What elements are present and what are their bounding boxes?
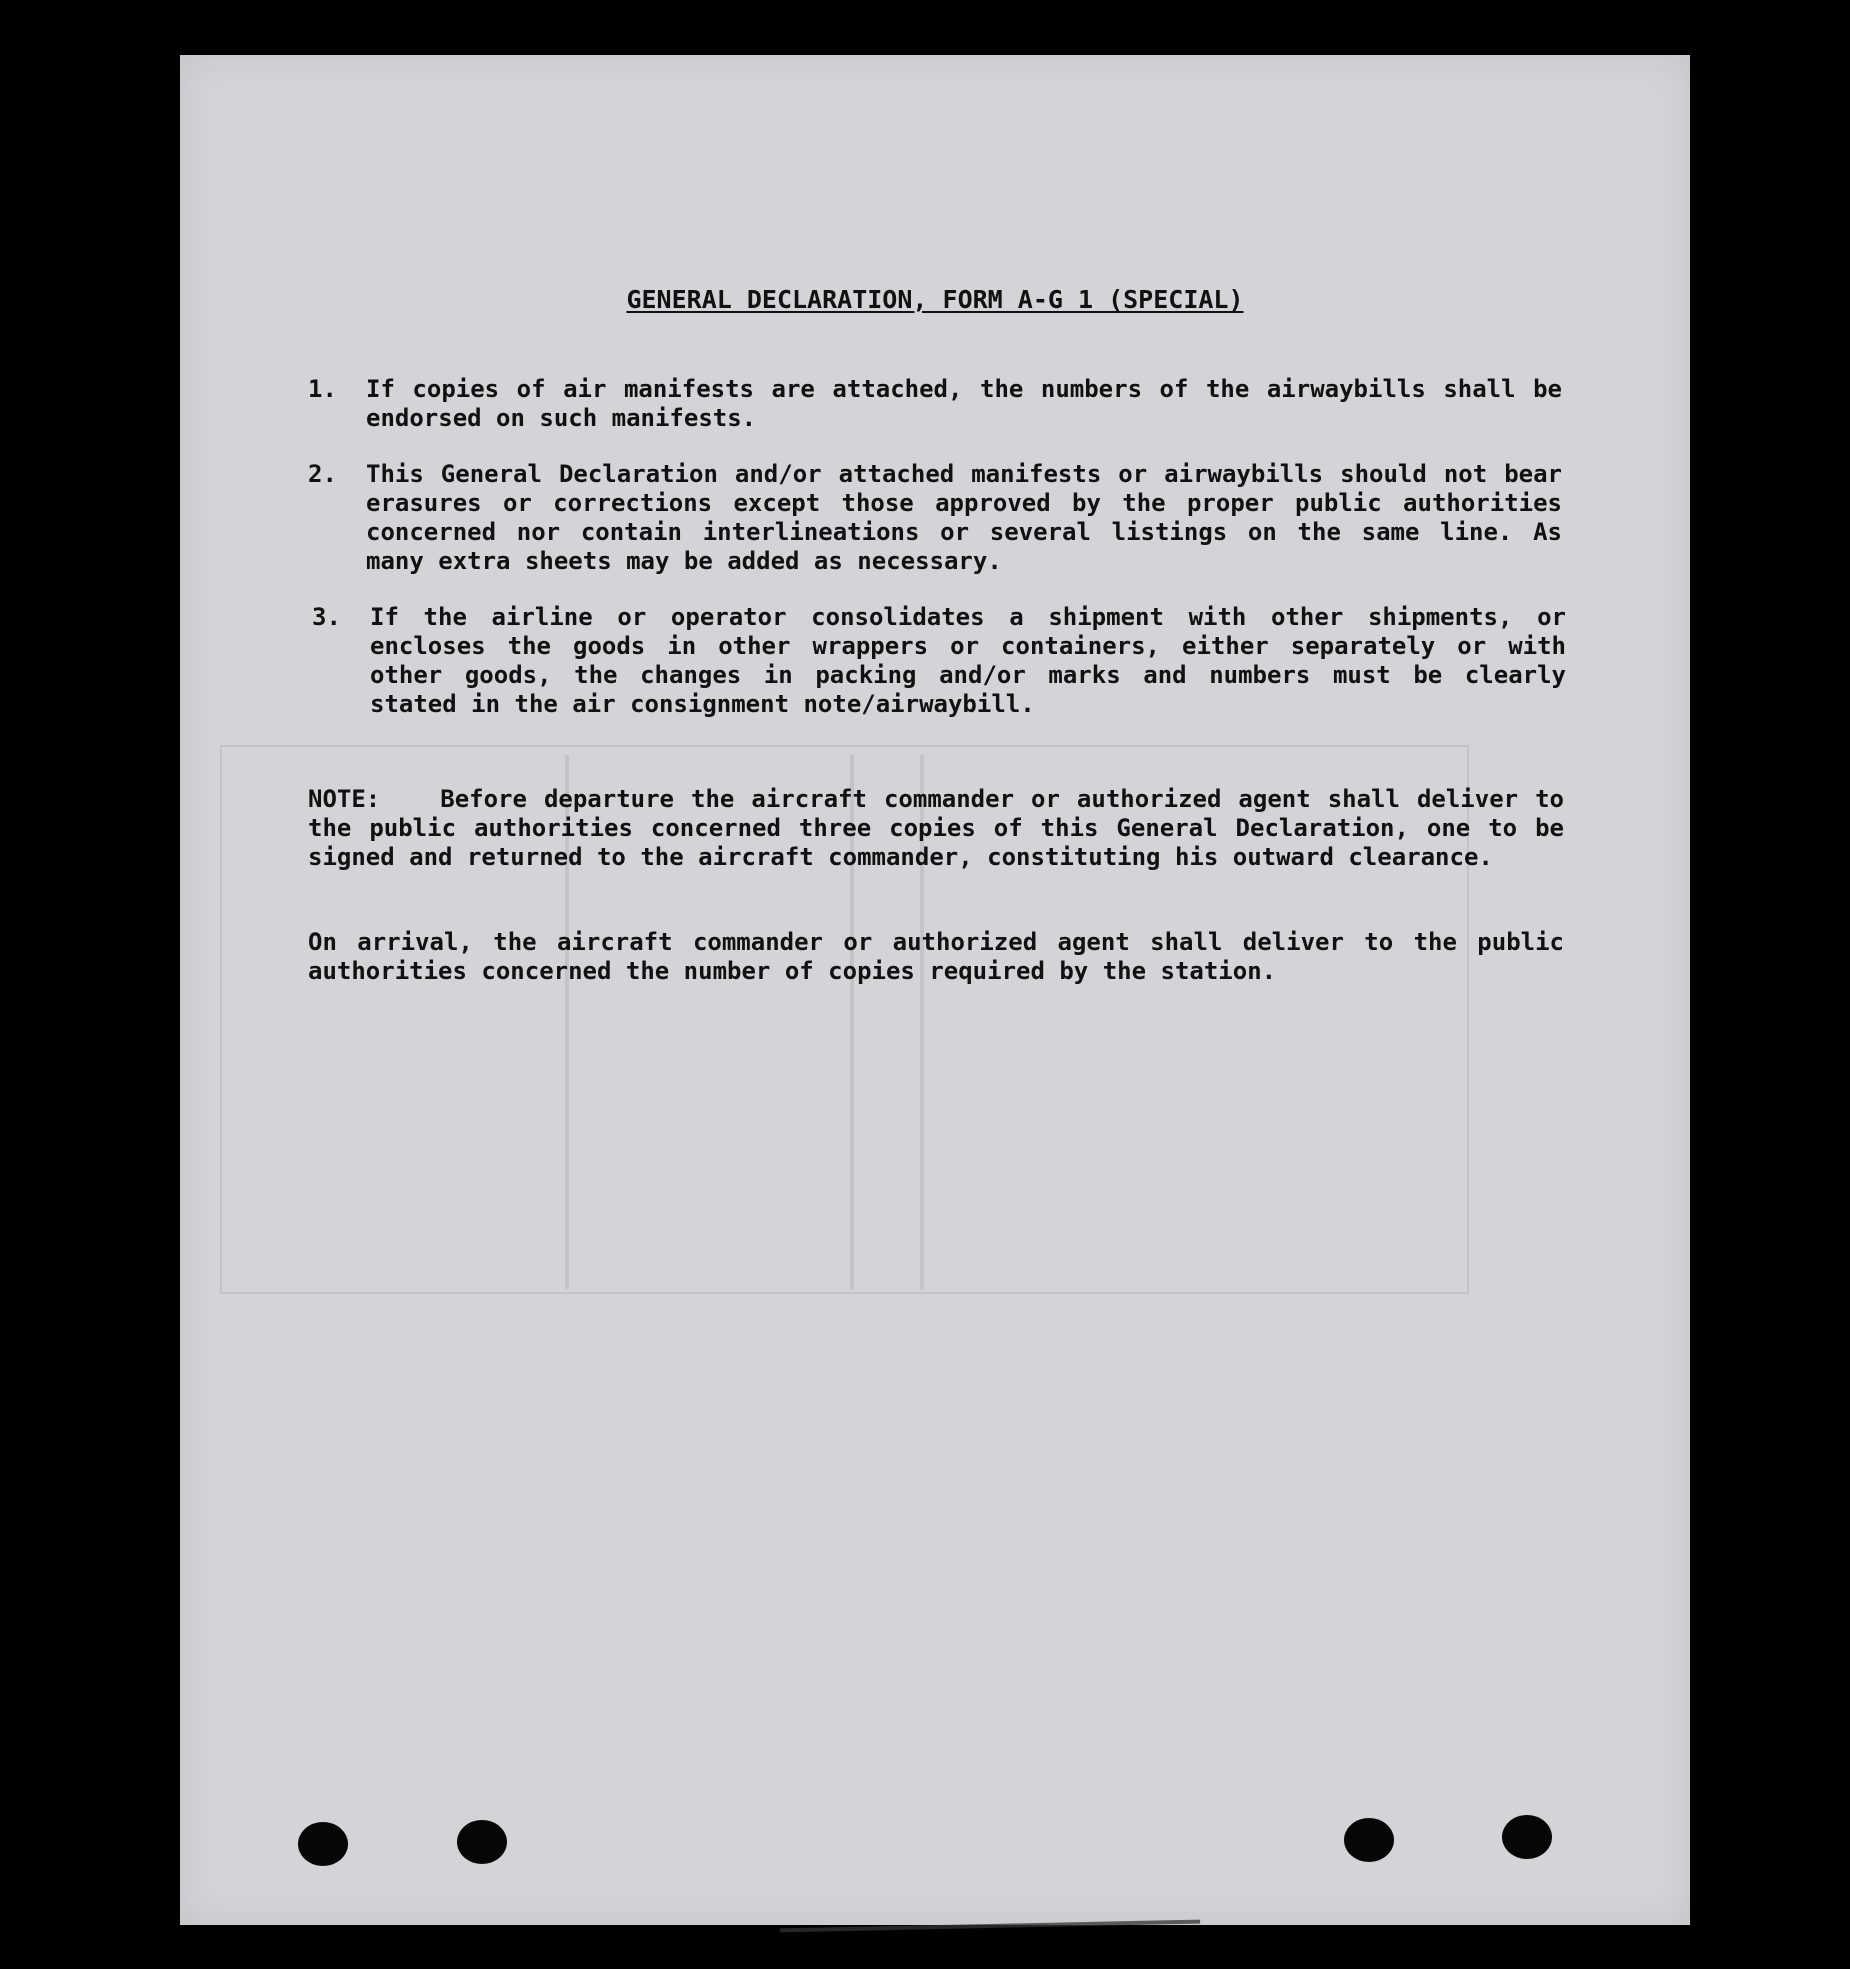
list-item [308, 375, 1568, 435]
item-text: If copies of air manifests are attached, the numbers of the airwaybills shall be endorsed on such manifests. [366, 375, 1562, 432]
item-text: If the airline or operator consolidates a shipment with other shipments, or encloses the goods in other wrappers or containers, either separately or with other goods, the changes in packing and/or marks and numbers must be clearly stated in the air consignment note/airwaybill. [370, 603, 1566, 718]
page-title: GENERAL DECLARATION, FORM A-G 1 (SPECIAL) [626, 285, 1244, 314]
item-number: 1. [308, 375, 337, 403]
punch-hole [1502, 1815, 1552, 1859]
handwritten-mark [780, 1906, 1200, 1933]
document-page [180, 55, 1690, 1925]
item-text: This General Declaration and/or attached manifests or airwaybills should not bear erasures or corrections except those approved by the proper public authorities concerned nor contain interlineations or several listings on the same line. As many extra sheets may be added as necessary. [366, 460, 1562, 575]
list-item [308, 460, 1568, 580]
list-item [312, 603, 1572, 723]
note-text: Before departure the aircraft commander or authorized agent shall deliver to the public authorities concerned three copies of this General Declaration, one to be signed and returned to the aircraft commander, constituting his outward clearance. [308, 785, 1564, 871]
note-label: NOTE: [308, 785, 381, 813]
item-number: 2. [308, 460, 337, 488]
note-paragraph [308, 785, 1564, 872]
punch-hole [1344, 1818, 1394, 1862]
item-number: 3. [312, 603, 341, 631]
punch-hole [457, 1820, 507, 1864]
arrival-paragraph: On arrival, the aircraft commander or authorized agent shall deliver to the public authorities concerned the number of copies required by the station. [308, 928, 1564, 985]
punch-hole [298, 1822, 348, 1866]
